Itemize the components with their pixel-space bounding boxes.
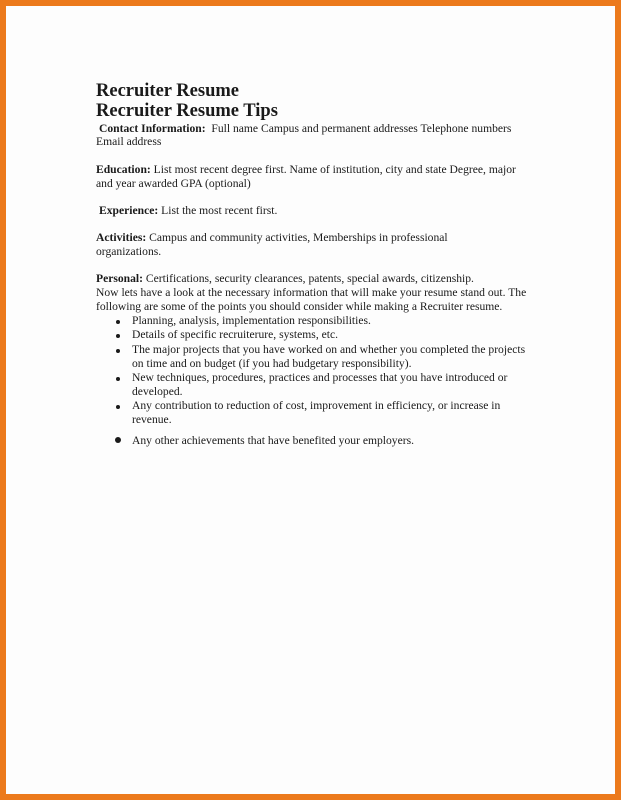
bullet-icon	[115, 437, 121, 443]
list-item: New techniques, procedures, practices and processes that you have introduced or	[132, 371, 508, 384]
personal-text: Certifications, security clearances, patents, special awards, citizenship.	[145, 272, 474, 285]
experience-label: Experience:	[99, 204, 159, 217]
activities-text-2: organizations.	[96, 245, 162, 258]
experience-section	[99, 204, 277, 218]
education-text: List most recent degree first. Name of institution, city and state Degree, major	[153, 163, 516, 176]
activities-text: Campus and community activities, Memberships in professional	[149, 231, 448, 244]
education-label: Education:	[96, 163, 151, 176]
list-item-continued: developed.	[132, 385, 183, 398]
intro-line-1: Now lets have a look at the necessary information that will make your resume stand out. The	[96, 286, 527, 299]
list-item: The major projects that you have worked on and whether you completed the projects	[132, 343, 526, 356]
contact-section	[99, 122, 511, 136]
intro-line-2: following are some of the points you should consider while making a Recruiter resume.	[96, 300, 503, 313]
personal-label: Personal:	[96, 272, 144, 285]
document-subtitle: Recruiter Resume Tips	[96, 101, 278, 121]
list-item: Any contribution to reduction of cost, improvement in efficiency, or increase in	[132, 399, 501, 412]
activities-label: Activities:	[96, 231, 147, 244]
list-item: Any other achievements that have benefited your employers.	[132, 434, 415, 447]
contact-text-2: Email address	[96, 135, 162, 148]
activities-section	[96, 231, 448, 245]
bullet-icon	[116, 334, 120, 338]
education-text-2: and year awarded GPA (optional)	[96, 177, 251, 190]
bullet-icon	[116, 320, 120, 324]
contact-text: Full name Campus and permanent addresses Telephone numbers	[211, 122, 512, 135]
bullet-icon	[116, 377, 120, 381]
bullet-icon	[116, 405, 120, 409]
list-item-continued: revenue.	[132, 413, 172, 426]
bullet-icon	[116, 349, 120, 353]
experience-text: List the most recent first.	[161, 204, 278, 217]
document-title: Recruiter Resume	[96, 81, 239, 101]
list-item: Planning, analysis, implementation responsibilities.	[132, 314, 371, 327]
education-section	[96, 163, 516, 177]
personal-section	[96, 272, 474, 286]
list-item: Details of specific recruiterure, systems, etc.	[132, 328, 339, 341]
list-item-continued: on time and on budget (if you had budgetary responsibility).	[132, 357, 412, 370]
contact-label: Contact Information:	[99, 122, 206, 135]
